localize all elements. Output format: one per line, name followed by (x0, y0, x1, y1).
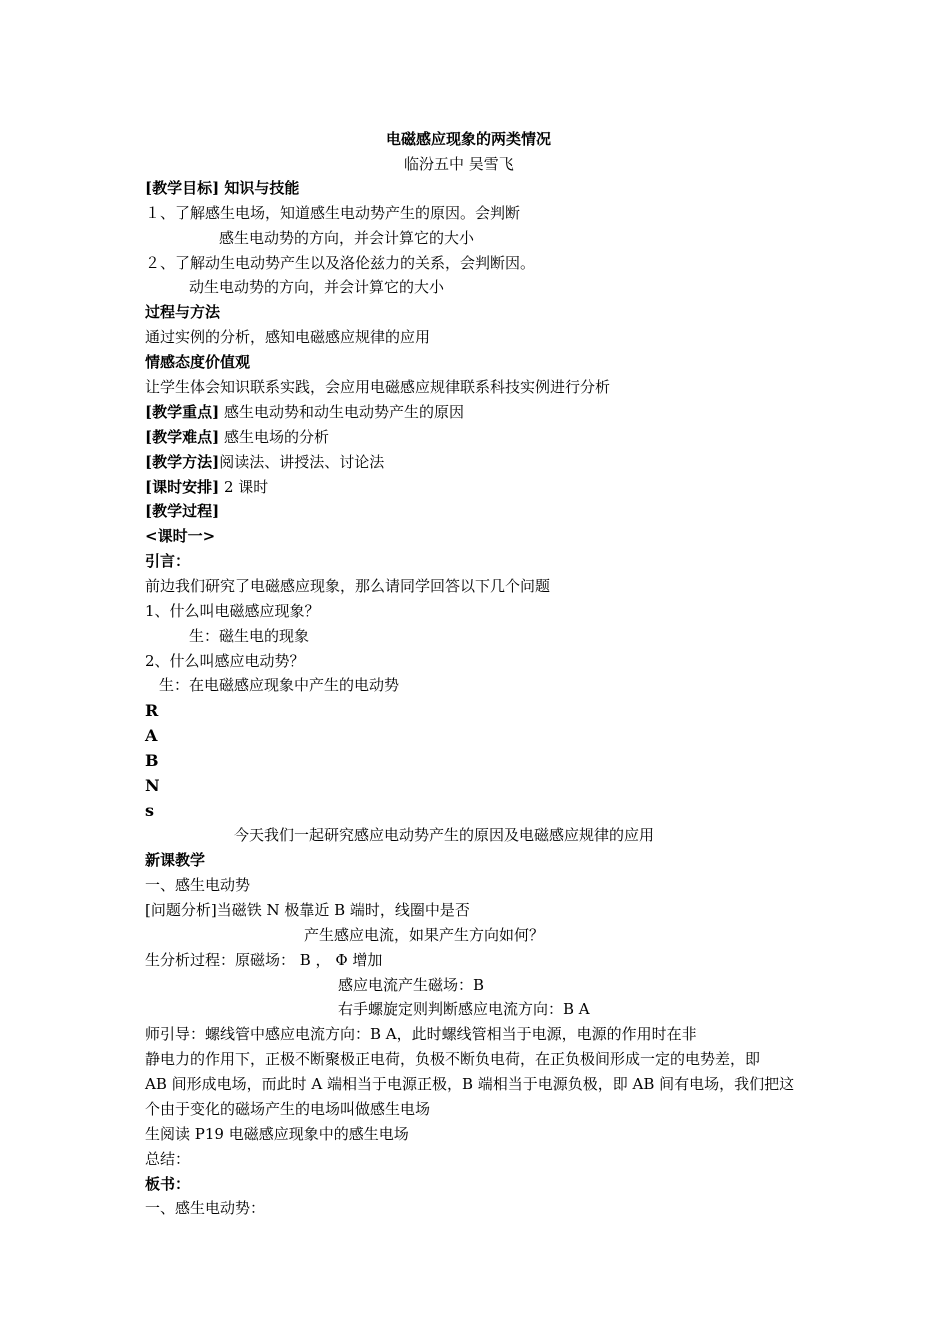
intro-text: 前边我们研究了电磁感应现象，那么请同学回答以下几个问题 (145, 577, 551, 595)
goal-heading: [教学目标] 知识与技能 (145, 179, 300, 197)
method-label: [教学方法] (145, 453, 220, 471)
goal-1b: 感生电动势的方向，并会计算它的大小 (219, 229, 475, 247)
question-1: 1、什么叫电磁感应现象？ (145, 602, 320, 620)
emotion-text: 让学生体会知识联系实践，会应用电磁感应规律联系科技实例进行分析 (145, 378, 611, 396)
difficult-points (145, 427, 329, 447)
emotion-heading: 情感态度价值观 (145, 353, 251, 371)
reading-line: 生阅读 P19 电磁感应现象中的感生电场 (145, 1125, 409, 1143)
figure-label-a: A (145, 726, 158, 745)
goal-2a: ２、了解动生电动势产生以及洛伦兹力的关系，会判断因。 (145, 254, 536, 272)
board-heading: 板书： (145, 1175, 191, 1193)
author-line: 临汾五中 吴雪飞 (404, 155, 514, 173)
time-text: 2 课时 (219, 478, 269, 496)
key-points (145, 402, 464, 422)
figure-label-s: s (145, 801, 155, 820)
summary-line: 总结： (145, 1150, 191, 1168)
analysis-line-2: 感应电流产生磁场：B (338, 976, 485, 994)
process-section-heading: [教学过程] (145, 502, 220, 520)
doc-title: 电磁感应现象的两类情况 (386, 130, 552, 148)
problem-line-1: [问题分析]当磁铁 N 极靠近 B 端时，线圈中是否 (145, 901, 470, 919)
process-heading: 过程与方法 (145, 303, 221, 321)
answer-2: 生：在电磁感应现象中产生的电动势 (159, 676, 400, 694)
goal-1a: １、了解感生电场，知道感生电动势产生的原因。会判断 (145, 204, 521, 222)
intro-heading: 引言： (145, 552, 191, 570)
teaching-method (145, 452, 384, 472)
goal-2b: 动生电动势的方向，并会计算它的大小 (189, 278, 445, 296)
guide-line-2: 静电力的作用下，正极不断聚极正电荷，负极不断负电荷，在正负极间形成一定的电势差，即 (145, 1050, 761, 1068)
key-text: 感生电动势和动生电动势产生的原因 (219, 403, 464, 421)
time-arrangement (145, 477, 268, 497)
diff-text: 感生电场的分析 (219, 428, 329, 446)
guide-line-4: 个由于变化的磁场产生的电场叫做感生电场 (145, 1100, 431, 1118)
method-text: 阅读法、讲授法、讨论法 (219, 453, 385, 471)
lesson-one: <课时一> (145, 527, 216, 545)
new-lesson-heading: 新课教学 (145, 851, 206, 869)
figure-label-r: R (145, 701, 159, 720)
problem-line-2: 产生感应电流，如果产生方向如何？ (304, 926, 545, 944)
analysis-line-1: 生分析过程：原磁场： B ， Φ 增加 (145, 951, 383, 969)
question-2: 2、什么叫感应电动势？ (145, 652, 305, 670)
diff-label: [教学难点] (145, 428, 220, 446)
process-text: 通过实例的分析，感知电磁感应规律的应用 (145, 328, 431, 346)
analysis-line-3: 右手螺旋定则判断感应电流方向：B A (338, 1000, 590, 1018)
today-topic: 今天我们一起研究感应电动势产生的原因及电磁感应规律的应用 (234, 826, 655, 844)
section-1-title: 一、感生电动势 (145, 876, 251, 894)
figure-label-n: N (145, 776, 160, 795)
key-label: [教学重点] (145, 403, 220, 421)
board-line-1: 一、感生电动势： (145, 1199, 266, 1217)
figure-label-b: B (145, 751, 159, 770)
guide-line-1: 师引导：螺线管中感应电流方向：B A，此时螺线管相当于电源，电源的作用时在非 (145, 1025, 697, 1043)
time-label: [课时安排] (145, 478, 220, 496)
guide-line-3: AB 间形成电场，而此时 A 端相当于电源正极，B 端相当于电源负极，即 AB 间有电场，我们把这 (145, 1075, 795, 1093)
answer-1: 生：磁生电的现象 (189, 627, 310, 645)
